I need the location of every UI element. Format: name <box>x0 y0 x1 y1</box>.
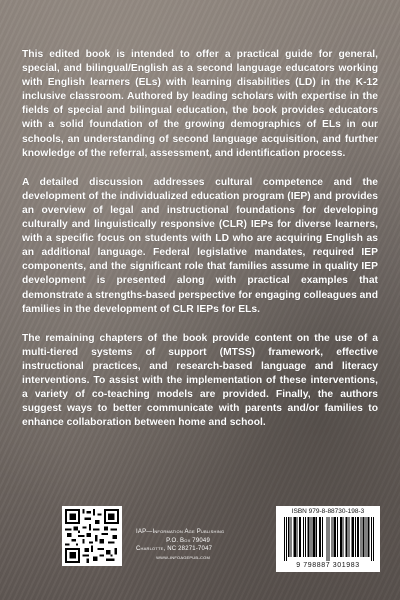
publisher-city: Charlotte, NC 28271-7047 <box>136 546 213 552</box>
description-paragraph-2: A detailed discussion addresses cultural competence and the development of the individualized education program (IEP) and provides an overview of legal and instructional foundations for developing culturally and linguistically responsive (CLR) IEPs for diverse learners, with a specific focus on students with LD who are acquiring English as an additional language. Federal legislative mandates, required IEP components, and the significant role that families assume in quality IEP development is presented along with practical examples that demonstrate a strengths-based perspective for engaging colleagues and families in the development of CLR IEPs for ELs. <box>22 176 378 315</box>
isbn-barcode <box>276 506 380 572</box>
barcode-icon <box>284 517 374 561</box>
book-description <box>22 48 378 445</box>
publisher-info <box>136 528 225 562</box>
barcode-digits: 9 798887 301983 <box>296 562 360 569</box>
description-paragraph-3: The remaining chapters of the book provide content on the use of a multi-tiered systems of support (MTSS) framework, effective instructional practices, and research-based language and literacy interventions. To assist with the implementation of these interventions, a variety of co-teaching models are provided. Finally, the authors suggest ways to better communicate with parents and/or families to enhance collaboration between home and school. <box>22 332 378 429</box>
qr-code-icon <box>62 506 122 566</box>
publisher-name: IAP—Information Age Publishing <box>136 529 225 535</box>
publisher-po-box: P.O. Box 79049 <box>166 537 210 544</box>
publisher-website: www.infoagepub.com <box>156 554 210 561</box>
isbn-label: ISBN 979-8-88730-198-3 <box>291 508 365 515</box>
description-paragraph-1: This edited book is intended to offer a practical guide for general, special, and bilingual/English as a second language educators working with English learners (ELs) with learning disabilities (LD) in the K-12 inclusive classroom. Authored by leading scholars with expertise in the fields of special and bilingual education, the book provides educators with a solid foundation of the growing demographics of ELs in our schools, an understanding of second language acquisition, and further knowledge of the referral, assessment, and identification process. <box>22 49 378 159</box>
